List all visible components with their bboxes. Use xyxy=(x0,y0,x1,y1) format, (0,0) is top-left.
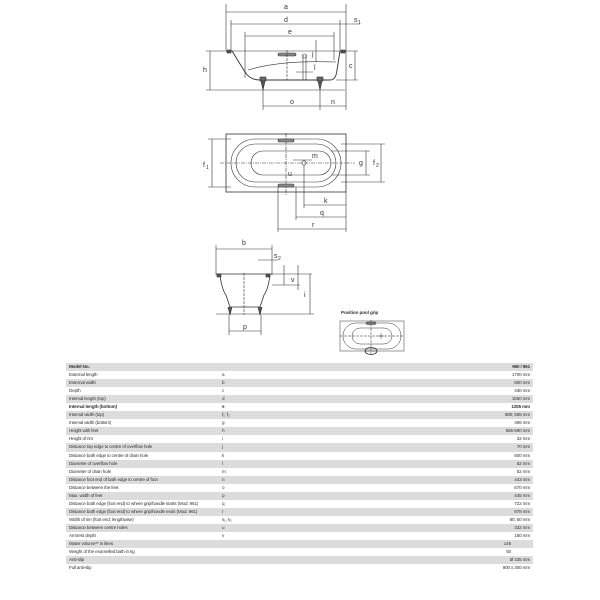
dim-label-l: l xyxy=(314,65,316,72)
spec-label: Diameter of overflow hole xyxy=(66,460,222,468)
dim-label-q: q xyxy=(320,210,324,217)
dim-label-p: p xyxy=(243,324,247,331)
spec-symbol: o xyxy=(222,484,225,490)
spec-symbol: p xyxy=(222,492,463,500)
spec-symbol: l xyxy=(222,460,463,468)
spec-value: 32 mm xyxy=(516,436,530,442)
spec-symbol: e xyxy=(222,404,225,410)
table-row xyxy=(66,452,533,460)
spec-value: 680; 555 mm xyxy=(463,411,533,419)
table-row xyxy=(66,460,533,468)
top-view-drawing xyxy=(200,125,400,235)
spec-label: Distance bath edge (foot end) to where grip/handle starts (Mod. 961) xyxy=(69,500,199,506)
spec-label: Distance bath edge (foot end) to where grip/handle ends (Mod. 961) xyxy=(66,508,222,516)
grip-position-title: Position pool grip xyxy=(341,310,379,315)
table-row xyxy=(66,403,533,411)
table-row xyxy=(66,484,533,492)
spec-value: 1700 mm xyxy=(511,372,530,378)
spec-value: 180 mm xyxy=(514,532,530,538)
spec-value: 145 xyxy=(463,540,533,548)
table-row xyxy=(66,540,533,548)
spec-symbol: f₁; f₂ xyxy=(222,411,463,419)
table-row xyxy=(66,492,533,500)
spec-value: 443 mm xyxy=(463,476,533,484)
spec-symbol: c xyxy=(222,388,225,394)
table-row xyxy=(66,564,533,572)
spec-value: 800 mm xyxy=(463,379,533,387)
dim-label-f2-sub: 2 xyxy=(376,163,379,169)
dim-label-f2: f xyxy=(373,160,375,167)
spec-value: 70 mm xyxy=(463,443,533,451)
table-row xyxy=(66,419,533,427)
spec-symbol: d xyxy=(222,395,463,403)
grip-position-drawing xyxy=(338,318,408,358)
table-row xyxy=(66,524,533,532)
spec-symbol xyxy=(222,540,463,548)
header-symbol xyxy=(222,363,463,371)
table-row xyxy=(66,435,533,443)
spec-value: 50 xyxy=(506,549,511,555)
end-view-drawing xyxy=(200,235,330,355)
dim-label-a: a xyxy=(284,4,288,11)
table-row xyxy=(66,395,533,403)
spec-label: Depth xyxy=(69,388,81,394)
dim-label-h: h xyxy=(203,67,207,74)
dim-label-k: k xyxy=(324,198,328,205)
spec-label: Width of rim (foot end; lengthwise) xyxy=(69,516,134,522)
spec-symbol xyxy=(222,548,463,556)
table-row xyxy=(66,532,533,540)
table-row xyxy=(66,516,533,524)
dim-label-j: j xyxy=(312,51,314,58)
spec-symbol: a xyxy=(222,372,225,378)
spec-label: Distance bath edge to centre of drain hole xyxy=(69,452,148,458)
table-row xyxy=(66,443,533,451)
spec-label: Internal width (top) xyxy=(66,411,222,419)
spec-label: Distance between centre holes xyxy=(66,524,222,532)
header-label: Model No. xyxy=(66,363,222,371)
spec-symbol: k xyxy=(222,452,225,458)
spec-value: 900 x 300 mm xyxy=(502,565,530,571)
spec-header-row xyxy=(66,363,533,371)
table-row xyxy=(66,508,533,516)
spec-symbol: u xyxy=(222,524,463,532)
dim-label-m: m xyxy=(312,153,318,160)
table-row xyxy=(66,548,533,556)
dim-label-s1-sub: 1 xyxy=(358,20,361,26)
spec-value: 52 mm xyxy=(463,460,533,468)
dim-label-f1: f xyxy=(203,162,205,169)
dim-label-r: r xyxy=(312,222,315,229)
spec-value: 1255 mm xyxy=(511,404,530,410)
spec-value: 722 mm xyxy=(514,500,530,506)
spec-label: Height with feet xyxy=(66,427,222,435)
spec-label: Weight of the enamelled bath in kg xyxy=(69,549,135,555)
spec-table xyxy=(66,363,533,572)
spec-symbol: j xyxy=(222,443,463,451)
spec-label: External length xyxy=(69,372,98,378)
spec-symbol xyxy=(222,564,463,572)
spec-label: Diameter of drain hole xyxy=(69,468,111,474)
spec-label: Distance between the feet xyxy=(69,484,119,490)
table-row xyxy=(66,387,533,395)
table-row xyxy=(66,427,533,435)
dim-label-s2: s xyxy=(274,253,278,260)
spec-value: 600 mm xyxy=(514,452,530,458)
spec-label: Max. width of feet xyxy=(66,492,222,500)
table-row xyxy=(66,500,533,508)
spec-label: Distance top edge to centre of overflow hole xyxy=(66,443,222,451)
spec-label: Armrest depth xyxy=(69,532,96,538)
spec-value: 430 mm xyxy=(514,388,530,394)
spec-value: 80; 60 mm xyxy=(509,516,530,522)
table-row xyxy=(66,476,533,484)
spec-value: 555-590 mm xyxy=(463,427,533,435)
side-view-drawing xyxy=(200,0,400,115)
dim-label-v: v xyxy=(291,277,295,284)
spec-label: Internal width (bottom) xyxy=(69,420,112,426)
dim-label-d: d xyxy=(284,17,288,24)
spec-symbol: i xyxy=(222,436,223,442)
header-value: 960 / 961 xyxy=(463,363,533,371)
spec-symbol: m xyxy=(222,468,226,474)
table-row xyxy=(66,371,533,379)
spec-value: 52 mm xyxy=(516,468,530,474)
spec-symbol: s₁; s₂ xyxy=(222,516,232,522)
spec-value: 670 mm xyxy=(514,484,530,490)
spec-label: Anti-slip xyxy=(66,556,222,564)
dim-label-i: i xyxy=(304,292,306,299)
table-row xyxy=(66,379,533,387)
spec-symbol: h xyxy=(222,427,463,435)
spec-value: 1560 mm xyxy=(463,395,533,403)
spec-label: Internal length (top) xyxy=(66,395,222,403)
dim-label-u: u xyxy=(288,171,292,178)
spec-value: 496 mm xyxy=(514,420,530,426)
spec-label: External width xyxy=(66,379,222,387)
spec-label: Distance foot end of bath edge to centre of foot xyxy=(66,476,222,484)
dim-label-s1: s xyxy=(354,17,358,24)
spec-symbol: q xyxy=(222,500,225,506)
dim-label-g: g xyxy=(359,160,363,167)
dim-label-f1-sub: 1 xyxy=(206,165,209,171)
spec-symbol: v xyxy=(222,532,225,538)
spec-value: 332 mm xyxy=(463,524,533,532)
spec-symbol: n xyxy=(222,476,463,484)
dim-label-b: b xyxy=(242,240,246,247)
table-row xyxy=(66,411,533,419)
spec-label: Height of rim xyxy=(69,436,94,442)
spec-value: 445 mm xyxy=(463,492,533,500)
dim-label-s2-sub: 2 xyxy=(278,256,281,262)
spec-symbol: b xyxy=(222,379,463,387)
spec-label: Internal length (bottom) xyxy=(69,404,117,410)
table-row xyxy=(66,556,533,564)
spec-value: 978 mm xyxy=(463,508,533,516)
spec-value: Ø 435 mm xyxy=(463,556,533,564)
spec-label: Full anti-slip xyxy=(69,565,92,571)
table-row xyxy=(66,468,533,476)
spec-symbol: r xyxy=(222,508,463,516)
spec-symbol: g xyxy=(222,420,225,426)
spec-label: Water volume** in litres xyxy=(66,540,222,548)
dim-label-e: e xyxy=(288,29,292,36)
dim-label-o: o xyxy=(290,99,294,106)
spec-symbol xyxy=(222,556,463,564)
dim-label-n: n xyxy=(331,99,335,106)
dim-label-c: c xyxy=(349,63,353,70)
